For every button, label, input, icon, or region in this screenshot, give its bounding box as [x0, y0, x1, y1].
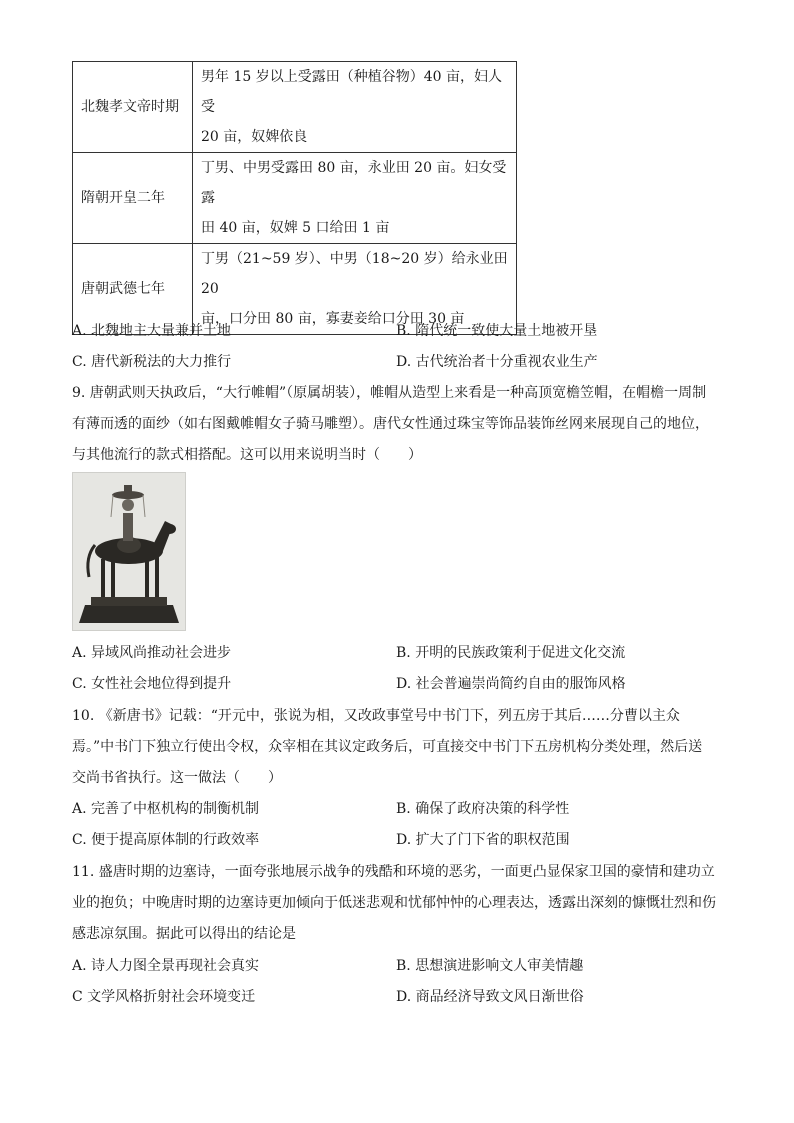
q10-option-b: B. 确保了政府决策的科学性 [396, 801, 570, 817]
table-cell-desc: 丁男（21~59 岁）、中男（18~20 岁）给永业田 20 亩，口分田 80 亩，寡妻妾给口分田 30 亩 [193, 244, 517, 335]
q10-option-c: C. 便于提高原体制的行政效率 [72, 832, 260, 848]
q9-stem-line3: 与其他流行的款式相搭配。这可以用来说明当时（ ） [72, 447, 422, 463]
q8-option-c: C. 唐代新税法的大力推行 [72, 354, 232, 370]
q9-option-a: A. 异域风尚推动社会进步 [72, 645, 232, 661]
q10-option-d: D. 扩大了门下省的职权范围 [396, 832, 570, 848]
table-cell-era: 隋朝开皇二年 [73, 153, 193, 244]
q11-stem-line3: 感悲凉氛围。据此可以得出的结论是 [72, 926, 296, 942]
horse-rider-statue-icon [73, 473, 185, 630]
q10-stem-line2: 焉。”中书门下独立行使出令权，众宰相在其议定政务后，可直接交中书门下五房机构分类处理，然后送 [72, 739, 703, 755]
q9-stem-line1: 9. 唐朝武则天执政后，“大行帷帽”（原属胡装），帷帽从造型上来看是一种高顶宽檐笠帽，在帽檐一周制 [72, 385, 707, 401]
q10-option-a: A. 完善了中枢机构的制衡机制 [72, 801, 260, 817]
q11-option-d: D. 商品经济导致文风日渐世俗 [396, 989, 584, 1005]
q11-option-b: B. 思想演进影响文人审美情趣 [396, 958, 584, 974]
q8-option-b: B. 隋代统一致使大量土地被开垦 [396, 323, 598, 339]
table-cell-desc: 男年 15 岁以上受露田（种植谷物）40 亩，妇人受 20 亩，奴婢依良 [193, 62, 517, 153]
q10-stem-line3: 交尚书省执行。这一做法（ ） [72, 770, 282, 786]
q11-option-c: C 文学风格折射社会环境变迁 [72, 989, 256, 1005]
q9-option-b: B. 开明的民族政策利于促进文化交流 [396, 645, 626, 661]
table-cell-era: 北魏孝文帝时期 [73, 62, 193, 153]
q8-option-a: A. 北魏地主大量兼并土地 [72, 323, 232, 339]
table-cell-era: 唐朝武德七年 [73, 244, 193, 335]
table-row [73, 153, 517, 244]
land-allocation-table [72, 61, 517, 335]
q11-stem-line2: 业的抱负；中晚唐时期的边塞诗更加倾向于低迷悲观和忧郁忡忡的心理表达，透露出深刻的慷慨壮烈和伤 [72, 895, 716, 911]
q9-option-d: D. 社会普遍崇尚简约自由的服饰风格 [396, 676, 626, 692]
q11-stem-line1: 11. 盛唐时期的边塞诗，一面夸张地展示战争的残酷和环境的恶劣，一面更凸显保家卫国的豪情和建功立 [72, 864, 715, 880]
q9-option-c: C. 女性社会地位得到提升 [72, 676, 232, 692]
q10-stem-line1: 10. 《新唐书》记载：“开元中，张说为相，又改政事堂号中书门下，列五房于其后……分曹以主众 [72, 708, 680, 724]
table-cell-desc: 丁男、中男受露田 80 亩，永业田 20 亩。妇女受露 田 40 亩，奴婢 5 口给田 1 亩 [193, 153, 517, 244]
q8-option-d: D. 古代统治者十分重视农业生产 [396, 354, 598, 370]
table-row [73, 62, 517, 153]
q9-stem-line2: 有薄而透的面纱（如右图戴帷帽女子骑马雕塑）。唐代女性通过珠宝等饰品装饰丝网来展现自己的地位， [72, 416, 709, 432]
horse-rider-statue-image [72, 472, 186, 631]
q11-option-a: A. 诗人力图全景再现社会真实 [72, 958, 260, 974]
